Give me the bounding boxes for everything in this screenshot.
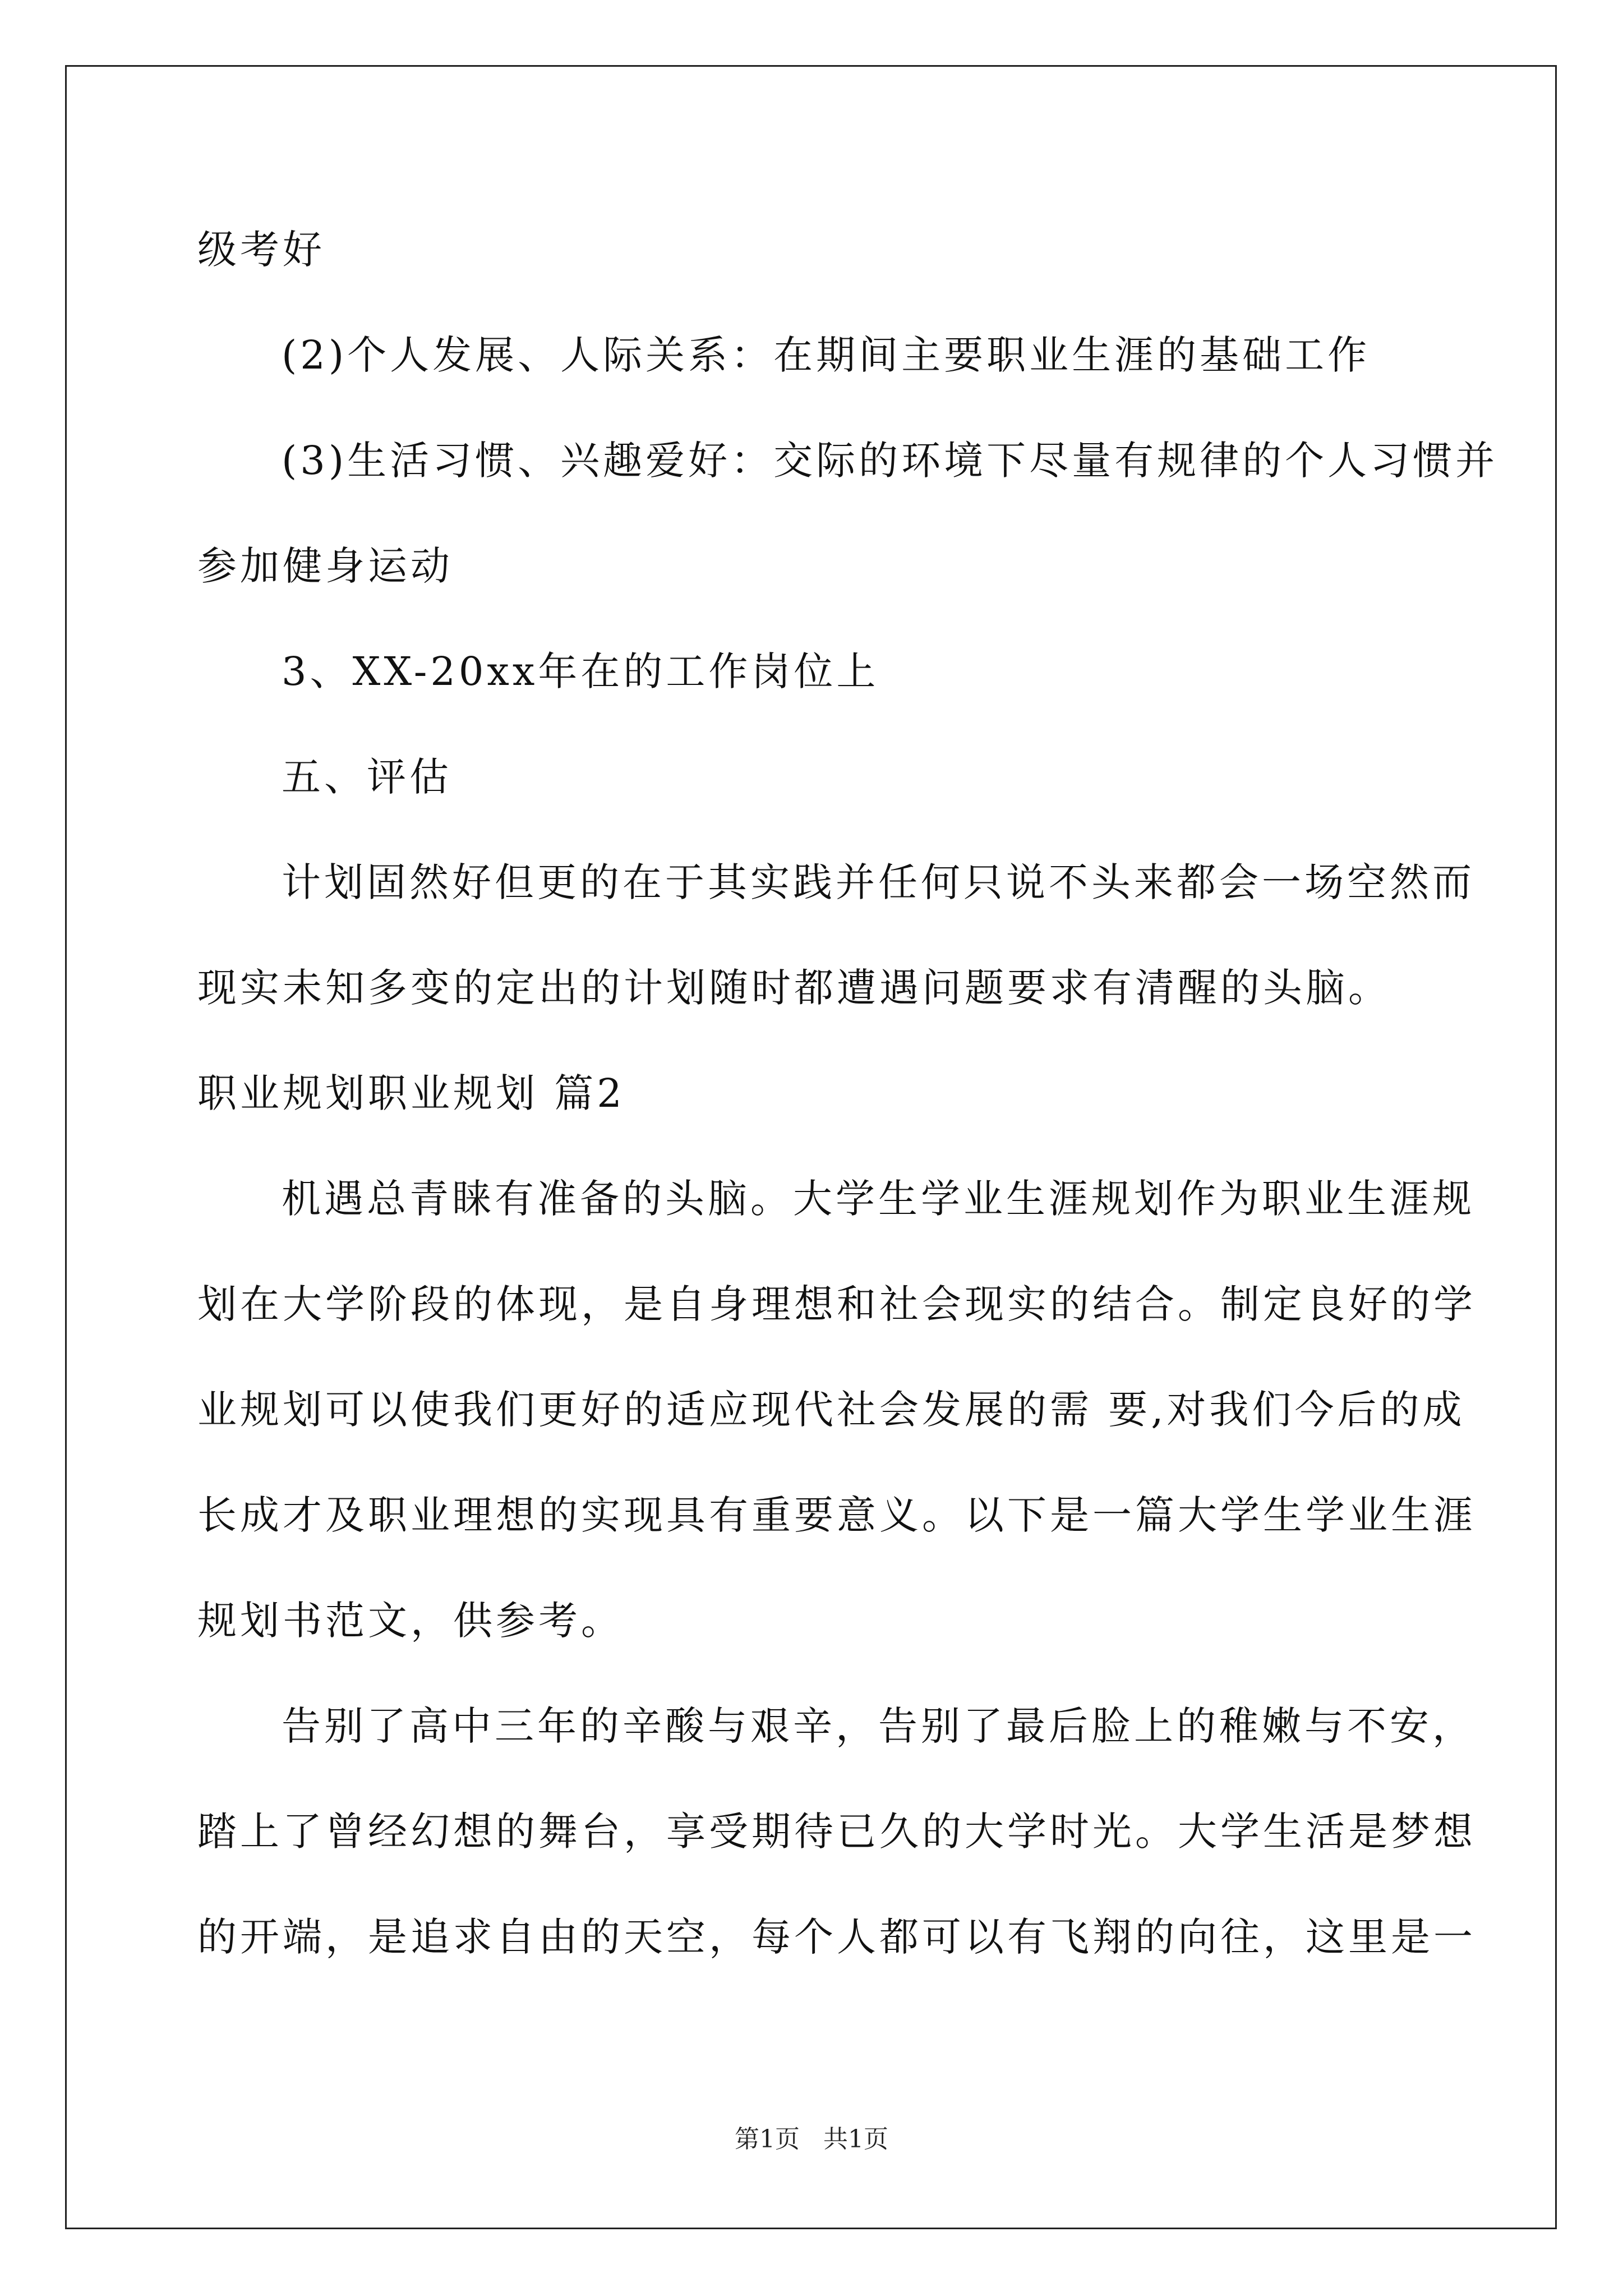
body-line: 长成才及职业理想的实现具有重要意义。以下是一篇大学生学业生涯 — [197, 1492, 1476, 1538]
section-heading: 五、评估 — [282, 754, 452, 800]
body-line: 计划固然好但更的在于其实践并任何只说不头来都会一场空然而 — [282, 859, 1475, 905]
page-footer: 第1页 共1页 — [735, 2125, 888, 2154]
body-line: 现实未知多变的定出的计划随时都遭遇问题要求有清醒的头脑。 — [197, 965, 1391, 1011]
body-line: 的开端，是追求自由的天空，每个人都可以有飞翔的向往，这里是一 — [197, 1914, 1476, 1960]
body-line: 踏上了曾经幻想的舞台，享受期待已久的大学时光。大学生活是梦想 — [197, 1809, 1476, 1855]
article-title: 职业规划职业规划 篇2 — [197, 1070, 625, 1116]
body-line: 机遇总青睐有准备的头脑。大学生学业生涯规划作为职业生涯规 — [282, 1176, 1475, 1222]
body-line: (2)个人发展、人际关系：在期间主要职业生涯的基础工作 — [282, 332, 1371, 378]
body-line: 规划书范文，供参考。 — [197, 1598, 624, 1644]
body-line: 业规划可以使我们更好的适应现代社会发展的需 要,对我们今后的成 — [197, 1387, 1465, 1433]
body-line: 参加健身运动 — [197, 543, 453, 589]
body-line: 级考好 — [197, 227, 325, 273]
body-line: 3、XX-20xx年在的工作岗位上 — [282, 648, 879, 694]
body-line: (3)生活习惯、兴趣爱好：交际的环境下尽量有规律的个人习惯并 — [282, 438, 1498, 484]
body-line: 划在大学阶段的体现，是自身理想和社会现实的结合。制定良好的学 — [197, 1281, 1476, 1327]
page-border — [65, 65, 1557, 2229]
body-line: 告别了高中三年的辛酸与艰辛，告别了最后脸上的稚嫩与不安， — [282, 1703, 1475, 1749]
